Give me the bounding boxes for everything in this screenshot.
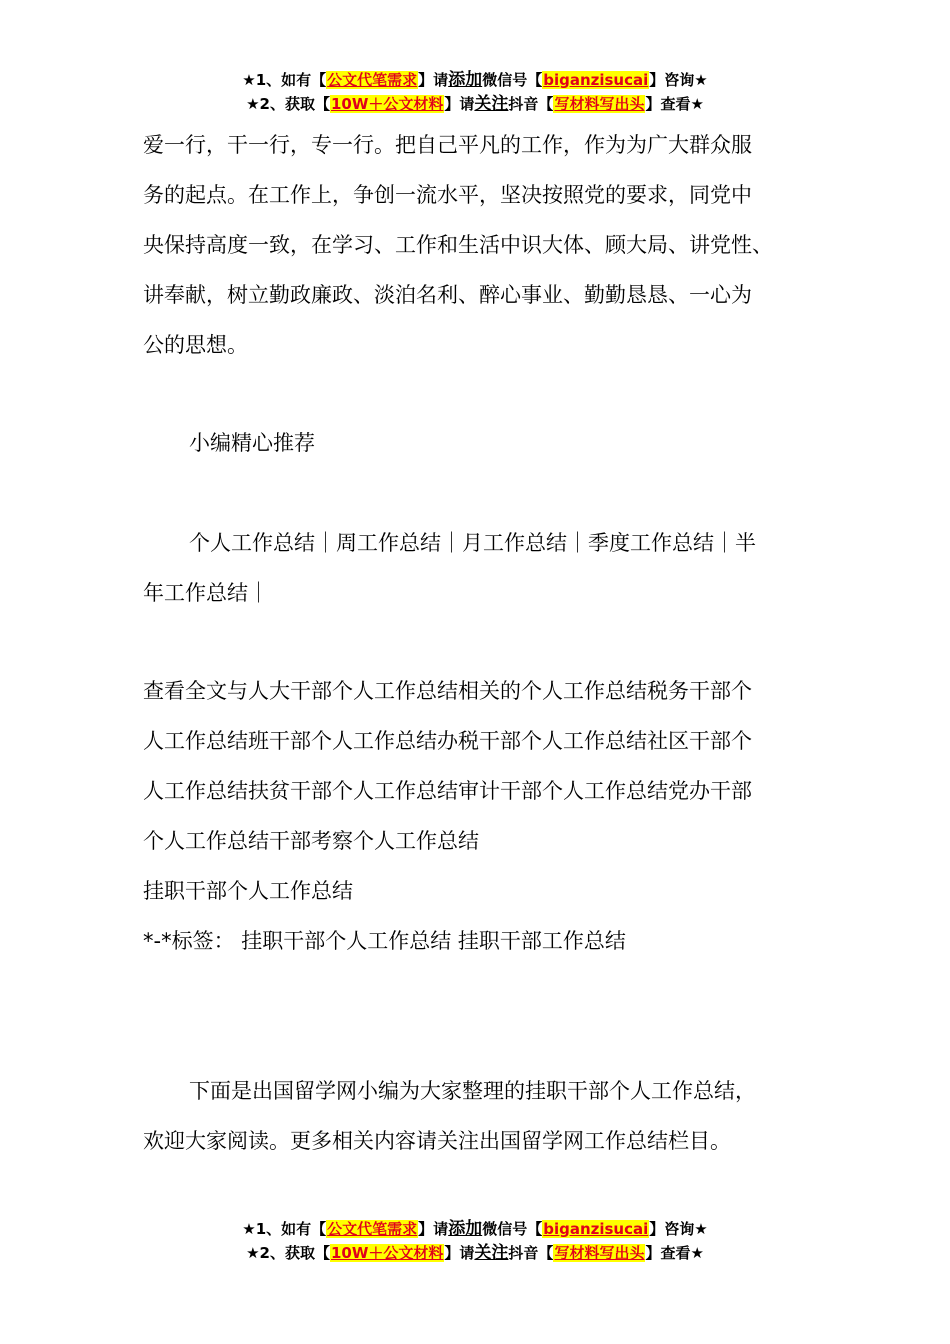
highlight-wechat-id: biganzisucai — [543, 71, 649, 89]
related-articles[interactable] — [143, 666, 823, 966]
banner-emphasis: 添加 — [448, 1219, 483, 1239]
banner-text: 】请 — [444, 1244, 475, 1262]
related-line[interactable]: 个人工作总结干部考察个人工作总结 — [143, 829, 479, 853]
text-line: 务的起点。在工作上，争创一流水平，坚决按照党的要求，同党中 — [143, 183, 752, 207]
text-line: 爱一行，干一行，专一行。把自己平凡的工作，作为为广大群众服 — [143, 133, 752, 157]
highlight-wechat-id: biganzisucai — [543, 1220, 649, 1238]
text-line: 公的思想。 — [143, 333, 248, 357]
highlight-service: 公文代笔需求 — [327, 1220, 418, 1238]
banner-text: ★1、如有【 — [242, 1220, 327, 1238]
recommend-title: 小编精心推荐 — [189, 431, 315, 455]
banner-text: 】咨询★ — [649, 1220, 708, 1238]
highlight-service: 公文代笔需求 — [327, 71, 418, 89]
text-line: 欢迎大家阅读。更多相关内容请关注出国留学网工作总结栏目。 — [143, 1129, 731, 1153]
highlight-douyin-id: 写材料写出头 — [554, 95, 645, 113]
related-line[interactable]: 人工作总结扶贫干部个人工作总结审计干部个人工作总结党办干部 — [143, 779, 752, 803]
text-line: 央保持高度一致，在学习、工作和生活中识大体、顾大局、讲党性、 — [143, 233, 773, 257]
header-line-2 — [0, 92, 950, 116]
recommend-links-line[interactable]: 个人工作总结｜周工作总结｜月工作总结｜季度工作总结｜半 — [189, 531, 756, 555]
related-line[interactable]: 挂职干部个人工作总结 — [143, 879, 353, 903]
banner-text: 微信号【 — [482, 1220, 543, 1238]
highlight-materials: 10W＋公文材料 — [330, 95, 444, 113]
recommend-links-line[interactable]: 年工作总结｜ — [143, 581, 269, 605]
banner-text: 抖音【 — [508, 1244, 554, 1262]
related-line[interactable]: 人工作总结班干部个人工作总结办税干部个人工作总结社区干部个 — [143, 729, 752, 753]
intro-paragraph — [143, 1066, 823, 1166]
banner-text: 】咨询★ — [649, 71, 708, 89]
banner-emphasis: 添加 — [448, 70, 483, 90]
banner-text: 抖音【 — [508, 95, 554, 113]
related-line[interactable]: 查看全文与人大干部个人工作总结相关的个人工作总结税务干部个 — [143, 679, 752, 703]
banner-text: ★2、获取【 — [246, 95, 330, 113]
tags-line[interactable]: *-*标签： 挂职干部个人工作总结 挂职干部工作总结 — [143, 929, 626, 953]
header-banner — [0, 68, 950, 116]
banner-text: 】查看★ — [645, 1244, 704, 1262]
footer-banner — [0, 1217, 950, 1265]
banner-text: 】请 — [444, 95, 475, 113]
highlight-materials: 10W＋公文材料 — [330, 1244, 444, 1262]
highlight-douyin-id: 写材料写出头 — [554, 1244, 645, 1262]
banner-text: 微信号【 — [482, 71, 543, 89]
text-line: 讲奉献，树立勤政廉政、淡泊名利、醉心事业、勤勤恳恳、一心为 — [143, 283, 752, 307]
banner-emphasis: 关注 — [474, 94, 509, 114]
paragraph-1 — [143, 120, 823, 370]
footer-line-1 — [0, 1217, 950, 1241]
footer-line-2 — [0, 1241, 950, 1265]
banner-text: 】查看★ — [645, 95, 704, 113]
banner-text: 】请 — [418, 1220, 449, 1238]
header-line-1 — [0, 68, 950, 92]
banner-emphasis: 关注 — [474, 1243, 509, 1263]
text-line: 下面是出国留学网小编为大家整理的挂职干部个人工作总结， — [189, 1079, 756, 1103]
recommend-links[interactable] — [143, 518, 823, 618]
banner-text: ★2、获取【 — [246, 1244, 330, 1262]
banner-text: ★1、如有【 — [242, 71, 327, 89]
banner-text: 】请 — [418, 71, 449, 89]
